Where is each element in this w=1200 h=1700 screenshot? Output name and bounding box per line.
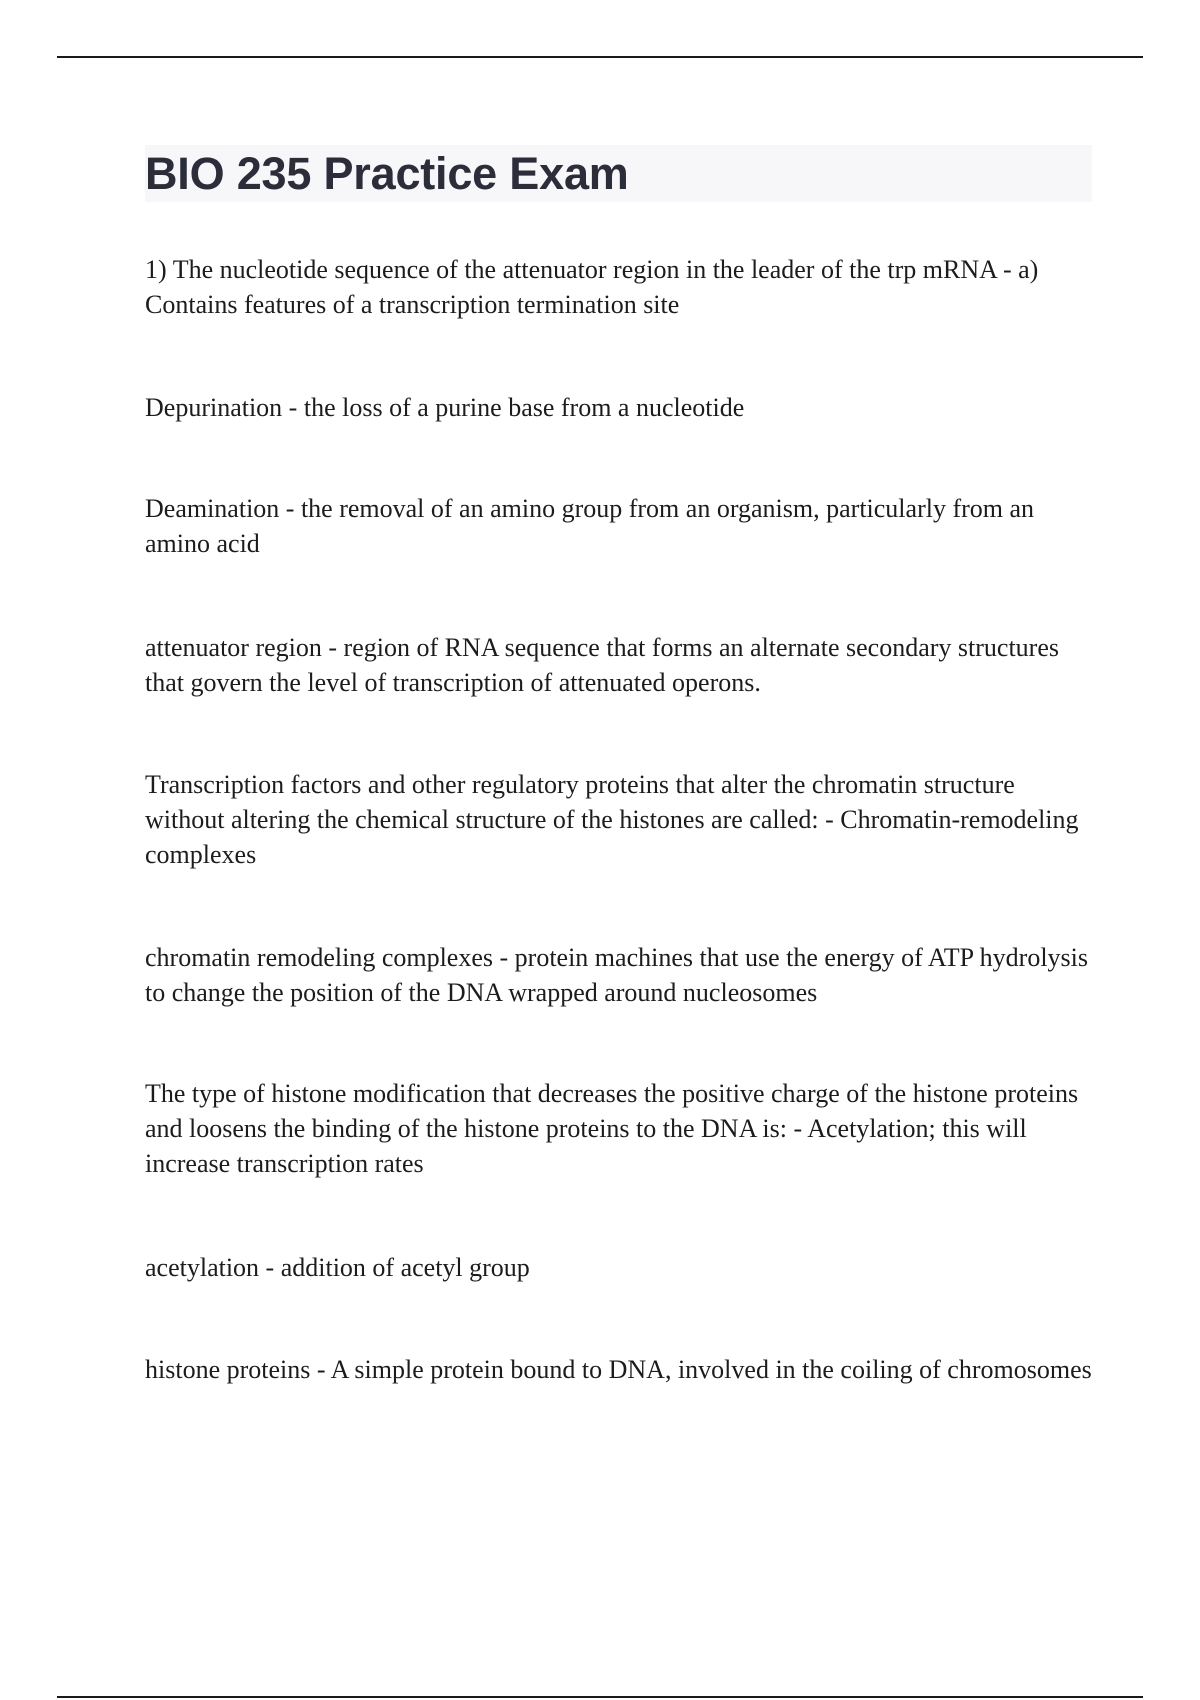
flashcard-entry: attenuator region - region of RNA sequence that forms an alternate secondary structures that govern the level of transcription of attenuated operons. [145,633,1059,697]
flashcard-entry: Depurination - the loss of a purine base from a nucleotide [145,393,745,422]
flashcard-entry: acetylation - addition of acetyl group [145,1253,530,1282]
flashcard-entry: histone proteins - A simple protein bound to DNA, involved in the coiling of chromosomes [145,1355,1092,1384]
page-title: BIO 235 Practice Exam [145,148,629,199]
flashcard-entry: The type of histone modification that decreases the positive charge of the histone proteins and loosens the binding of the histone proteins to the DNA is: - Acetylation; this will increase transcription rates [145,1079,1079,1178]
flashcard-entry: Deamination - the removal of an amino group from an organism, particularly from an amino acid [145,494,1035,558]
flashcard-entry: 1) The nucleotide sequence of the attenuator region in the leader of the trp mRNA - a) Contains features of a transcription termination site [145,255,1039,319]
flashcard-entry: chromatin remodeling complexes - protein machines that use the energy of ATP hydrolysis to change the position of the DNA wrapped around nucleosomes [145,943,1089,1007]
bottom-divider [57,1696,1143,1698]
top-divider [57,56,1143,58]
flashcard-entry: Transcription factors and other regulatory proteins that alter the chromatin structure without altering the chemical structure of the histones are called: - Chromatin-remodeling complexes [145,770,1079,869]
